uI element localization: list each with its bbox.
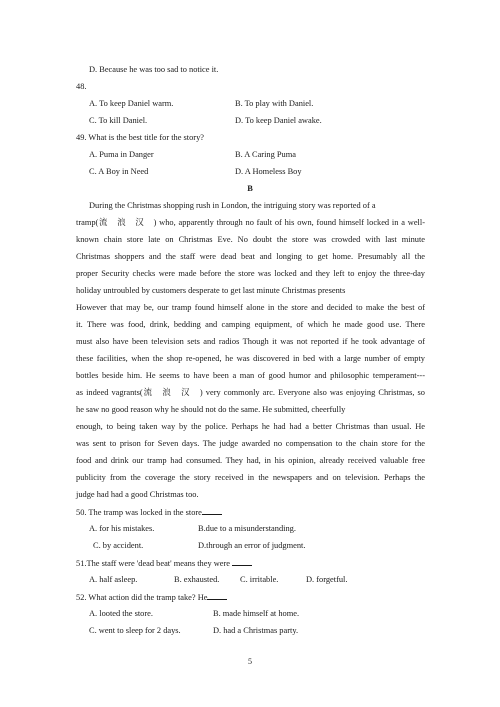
q50-stem xyxy=(76,506,222,518)
answer-blank xyxy=(207,591,227,600)
q48-option-b: B. To play with Daniel. xyxy=(235,99,314,108)
q51-option-a: A. half asleep. xyxy=(89,575,138,584)
q51-option-b: B. exhausted. xyxy=(174,575,220,584)
passage-line: food and drink our tramp had consumed. They had, in his opinion, already received valuable free xyxy=(76,456,425,465)
passage-line: During the Christmas shopping rush in London, the intriguing story was reported of a xyxy=(89,201,376,210)
passage-line: it. There was food, drink, bedding and camping equipment, of which he made good use. There xyxy=(76,320,425,329)
q51-stem xyxy=(76,557,252,569)
q52-option-c: C. went to sleep for 2 days. xyxy=(89,626,181,635)
q48-option-d: D. To keep Daniel awake. xyxy=(235,116,322,125)
q49-option-d: D. A Homeless Boy xyxy=(235,167,302,176)
q52-stem-text: 52. What action did the tramp take? He xyxy=(76,593,208,602)
passage-line: judge had had a good Christmas too. xyxy=(76,490,199,499)
q52-stem xyxy=(76,591,227,603)
q50-option-a: A. for his mistakes. xyxy=(89,524,155,533)
passage-line: holiday untroubled by customers desperate to get last minute Christmas presents xyxy=(76,286,346,295)
answer-blank xyxy=(202,506,222,515)
q49-option-b: B. A Caring Puma xyxy=(235,150,296,159)
q47-option-d: D. Because he was too sad to notice it. xyxy=(89,65,219,74)
q48-option-c: C. To kill Daniel. xyxy=(89,116,148,125)
passage-line: publicity from the coverage the story received in the newspapers and on television. Perhaps the xyxy=(76,473,425,482)
q49-stem: 49. What is the best title for the story? xyxy=(76,133,205,142)
q51-option-c: C. irritable. xyxy=(240,575,279,584)
q50-option-d: D.through an error of judgment. xyxy=(198,541,306,550)
passage-line: tramp(流 浪 汉 ) who, apparently through no fault of his own, found himself locked in a well- xyxy=(76,218,425,227)
passage-line: known chain store late on Christmas Eve. No doubt the store was crowded with last minute xyxy=(76,235,425,244)
q52-option-a: A. looted the store. xyxy=(89,609,153,618)
passage-line: must also have been television sets and radios Though it was not reported if he took advantage of xyxy=(76,337,425,346)
passage-line: as indeed vagrants(流 浪 汉 ) very commonly arc. Everyone also was enjoying Christmas, so xyxy=(76,388,425,397)
passage-line: these facilities, when the shop re-opened, he was discovered in bed with a large number of empty xyxy=(76,354,425,363)
q48-number: 48. xyxy=(76,82,87,91)
section-b-heading: B xyxy=(247,184,253,193)
passage-line: he saw no good reason why he should not do the same. He submitted, cheerfully xyxy=(76,405,346,414)
answer-blank xyxy=(232,557,252,566)
q52-option-b: B. made himself at home. xyxy=(213,609,300,618)
q48-option-a: A. To keep Daniel warm. xyxy=(89,99,174,108)
q50-stem-text: 50. The tramp was locked in the store xyxy=(76,508,202,517)
passage-line: proper Security checks were made before the store was locked and they left to enjoy the three-day xyxy=(76,269,425,278)
q51-stem-text: 51.The staff were 'dead beat' means they were xyxy=(76,559,231,568)
q50-option-c: C. by accident. xyxy=(93,541,144,550)
q50-option-b: B.due to a misunderstanding. xyxy=(198,524,296,533)
passage-line: Christmas shoppers and the staff were dead beat and longing to get home. Presumably all the xyxy=(76,252,425,261)
passage-line: enough, to being taken way by the police. Perhaps he had had a better Christmas than usual. He xyxy=(76,422,425,431)
q49-option-a: A. Puma in Danger xyxy=(89,150,154,159)
passage-line: was sent to prison for Seven days. The judge awarded no compensation to the chain store for the xyxy=(76,439,425,448)
passage-line: bottles beside him. He seems to have been a man of good humor and philosophic temperament--- xyxy=(76,371,425,380)
q52-option-d: D. had a Christmas party. xyxy=(213,626,299,635)
q49-option-c: C. A Boy in Need xyxy=(89,167,149,176)
q51-option-d: D. forgetful. xyxy=(306,575,348,584)
passage-line: However that may be, our tramp found himself alone in the store and decided to make the best of xyxy=(76,303,425,312)
page-number: 5 xyxy=(248,657,252,666)
